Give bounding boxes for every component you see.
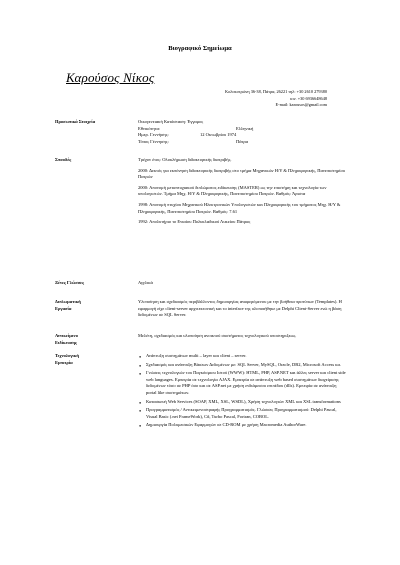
section-thesis <box>55 299 345 323</box>
personal-content <box>138 119 348 145</box>
section-research <box>55 333 345 349</box>
contact-mobile: κιν. +30 6936648648 <box>290 95 327 101</box>
tech-item: ● Ανάπτυξη συστημάτων multi – layer και client – server. <box>146 353 348 360</box>
personal-key: Τόπος Γέννησης: <box>138 138 169 144</box>
languages-value: Αγγλικά <box>138 280 153 285</box>
contact-email: E-mail: karousos@gmail.com <box>275 102 327 108</box>
study-item: 1992: Απολυτήριο το Ενιαίου Πολυκλαδικού Λυκείου Πάτρας <box>138 219 251 225</box>
study-item: 2000: Απονομή μεταπτυχιακού διπλώματος ειδίκευσης (MASTER) ως την επιστήμη και τεχνολογία των υπολογιστών. Τμήμα Μηχ. Η/Υ & Πληροφορικής, Πανεπιστημίου Πατρών. Βαθμός: Άριστα <box>138 184 327 197</box>
personal-value: Πάτρα <box>236 138 249 144</box>
section-label-personal: Προσωπικά Στοιχεία <box>55 119 96 124</box>
personal-key: Εθνικότητα: <box>138 125 161 131</box>
section-personal <box>55 119 345 149</box>
personal-row <box>138 132 348 139</box>
thesis-text: Υλοποίηση και σχεδιασμός περιβάλλοντος δημιουργίας αναφερόμενου με την βοήθεια προτύπων (Templates). Η εφαρμογή είχε client-server αρχιτεκτονική και το interface της υλοποιήθηκε με Delphi Client-Server ενώ η βάση δεδομένων σε SQL Server. <box>138 299 342 318</box>
contact-info <box>225 89 327 109</box>
section-label-languages: Ξένες Γλώσσες <box>55 280 85 285</box>
section-languages <box>55 280 345 296</box>
section-tech <box>55 353 345 483</box>
personal-key: Ημερ. Γεννήσης: <box>138 132 169 138</box>
studies-content <box>138 157 348 230</box>
section-label-studies: Σπουδές <box>55 157 72 162</box>
tech-item: ● Προγραμματισμός / Αντικειμενοστραφής Προγραμματισμός. Γλώσσες Προγραμματισμού: Delphi Pascal, Visual Basic (.net FrameWork), C#, Turbo Pascal, Fortran, COBOL. <box>146 407 348 420</box>
document-title: Βιογραφικό Σημείωμα <box>168 45 232 52</box>
study-item: 2000: Δεκτός για εκπόνηση διδακτορικής διατριβής στο τμήμα Μηχανικών Η/Υ & Πληροφορικής, Πανεπιστημίου Πατρών <box>138 167 345 180</box>
tech-item: ● Δημιουργία Πολυμεσικών Εφαρμογών σε CD-ROM με χρήση Macromedia AuthorWare. <box>146 422 348 429</box>
tech-item: ● Σχεδιασμός και ανάπτυξη Βάσεων Δεδομένων με: SQL Server, MySQL, Oracle, DB2, Microsoft Access κα. <box>146 362 348 369</box>
tech-list <box>138 353 348 429</box>
marital-status: Οικογενειακή Κατάσταση: Έγγαμος <box>138 119 204 124</box>
section-label-tech: Τεχνολογική Εμπειρία <box>55 353 79 365</box>
tech-item: ● Κατασκευή Web Services (SOAP, XML, XSL, WSDL), Χρήση τεχνολογιών XML και XSL transformations <box>146 399 348 406</box>
personal-row <box>138 139 348 146</box>
section-label-thesis: Διπλωματική Εργασία <box>55 299 81 311</box>
study-item: Τρέχον έτος: Ολοκλήρωση διδακτορικής διατριβής. <box>138 157 232 162</box>
section-label-research: Αντικείμενο Ειδίκευσης <box>55 333 78 345</box>
tech-item: ● Γνώσεις τεχνολογιών του Παγκόσμιου Ιστού (WWW): HTML, PHP, ASP.NET και άλλες server και client side web languages. Εμπειρία σε τεχνολογία AJAX. Εμπειρία σε ανάπτυξη web based συστημάτων διαχείρισης δεδομένων τόσο σε PHP όσο και σε ASP.net με χρήση ενδιάμεσου επιπέδου (dlls). Εμπειρία σε ανάπτυξη portal like συστημάτων. <box>146 370 348 396</box>
personal-value: 12 Οκτωβρίου 1974 <box>200 132 237 138</box>
research-text: Μελέτη, σχεδιασμός και υλοποίηση ανοικτού συστήματος τεχνολογικού υποστηριξεως. <box>138 333 297 338</box>
contact-address: Κολοκοτρώνη 36-38, Πάτρα, 26221 τηλ: +30 2610 279380 <box>225 89 327 94</box>
personal-value: Ελληνική <box>236 125 254 131</box>
section-studies <box>55 157 345 277</box>
tech-content <box>138 353 348 431</box>
name-block <box>66 70 154 86</box>
study-item: 1998: Απονομή πτυχίου Μηχανικού Ηλεκτρονικών Υπολογιστών και Πληροφορικής του τμήματος Μηχ. Η/Υ & Πληροφορικής, Πανεπιστημίου Πατρών. Βαθμός: 7.61 <box>138 201 341 214</box>
personal-row <box>138 126 348 133</box>
person-name: Καρούσος Νίκος <box>66 70 155 85</box>
